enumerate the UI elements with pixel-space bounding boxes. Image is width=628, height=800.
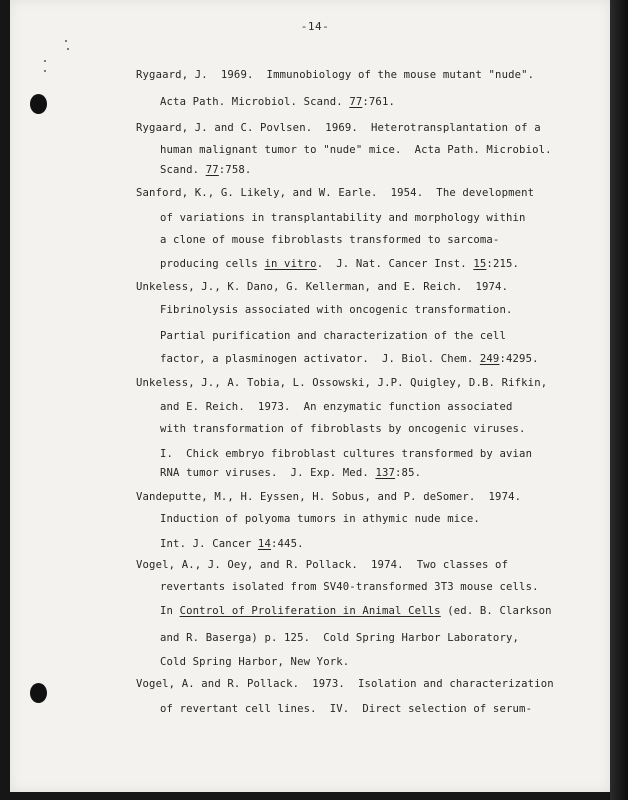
reference-text: In bbox=[160, 605, 180, 617]
reference-text: and E. Reich. 1973. An enzymatic function associated bbox=[160, 401, 513, 413]
reference-line bbox=[160, 447, 532, 461]
reference-line bbox=[160, 537, 304, 551]
reference-first-line bbox=[136, 376, 547, 390]
reference-text: :215. bbox=[486, 258, 520, 270]
scan-speck bbox=[44, 60, 46, 62]
reference-first-line bbox=[136, 186, 534, 200]
reference-line bbox=[160, 352, 539, 366]
reference-text: Rygaard, J. and C. Povlsen. 1969. Heterotransplantation of a bbox=[136, 122, 541, 134]
reference-line bbox=[160, 143, 552, 157]
reference-line bbox=[160, 257, 519, 271]
reference-text: a clone of mouse fibroblasts transformed to sarcoma- bbox=[160, 234, 500, 246]
reference-first-line bbox=[136, 677, 554, 691]
punch-hole-icon bbox=[30, 94, 47, 114]
reference-first-line bbox=[136, 68, 534, 82]
reference-text: of revertant cell lines. IV. Direct selection of serum- bbox=[160, 703, 533, 715]
scanner-edge bbox=[610, 0, 628, 800]
underlined-text: 137 bbox=[375, 467, 396, 479]
underlined-text: Control of Proliferation in Animal Cells bbox=[179, 605, 441, 617]
reference-text: Induction of polyoma tumors in athymic nude mice. bbox=[160, 513, 480, 525]
underlined-text: 14 bbox=[257, 538, 271, 550]
reference-text: :761. bbox=[362, 96, 396, 108]
reference-text: I. Chick embryo fibroblast cultures transformed by avian bbox=[160, 448, 533, 460]
reference-text: Sanford, K., G. Likely, and W. Earle. 1954. The development bbox=[136, 187, 535, 199]
reference-line bbox=[160, 702, 532, 716]
underlined-text: in vitro bbox=[264, 258, 317, 270]
reference-line bbox=[160, 211, 526, 225]
reference-line bbox=[160, 233, 499, 247]
reference-text: . J. Nat. Cancer Inst. bbox=[316, 258, 474, 270]
reference-text: Int. J. Cancer bbox=[160, 538, 258, 550]
reference-text: human malignant tumor to "nude" mice. Acta Path. Microbiol. bbox=[160, 144, 552, 156]
reference-text: producing cells bbox=[160, 258, 265, 270]
reference-line bbox=[160, 163, 251, 177]
reference-line bbox=[160, 329, 506, 343]
reference-first-line bbox=[136, 121, 541, 135]
reference-first-line bbox=[136, 490, 521, 504]
reference-line bbox=[160, 580, 539, 594]
reference-first-line bbox=[136, 558, 508, 572]
reference-line bbox=[160, 422, 526, 436]
scan-speck bbox=[44, 70, 46, 72]
reference-text: Vandeputte, M., H. Eyssen, H. Sobus, and P. deSomer. 1974. bbox=[136, 491, 522, 503]
reference-text: Partial purification and characterization of the cell bbox=[160, 330, 506, 342]
reference-text: Scand. bbox=[160, 164, 206, 176]
reference-line bbox=[160, 400, 513, 414]
reference-line bbox=[160, 512, 480, 526]
reference-text: Vogel, A., J. Oey, and R. Pollack. 1974. Two classes of bbox=[136, 559, 509, 571]
scan-speck bbox=[65, 40, 67, 42]
reference-text: Vogel, A. and R. Pollack. 1973. Isolation and characterization bbox=[136, 678, 554, 690]
reference-text: :445. bbox=[270, 538, 304, 550]
reference-text: Unkeless, J., K. Dano, G. Kellerman, and E. Reich. 1974. bbox=[136, 281, 509, 293]
reference-text: :85. bbox=[395, 467, 422, 479]
reference-text: and R. Baserga) p. 125. Cold Spring Harbor Laboratory, bbox=[160, 632, 520, 644]
reference-line bbox=[160, 303, 513, 317]
reference-line bbox=[160, 631, 519, 645]
reference-text: Rygaard, J. 1969. Immunobiology of the mouse mutant "nude". bbox=[136, 69, 535, 81]
underlined-text: 249 bbox=[479, 353, 500, 365]
reference-text: Cold Spring Harbor, New York. bbox=[160, 656, 350, 668]
reference-text: :758. bbox=[218, 164, 252, 176]
reference-text: Fibrinolysis associated with oncogenic transformation. bbox=[160, 304, 513, 316]
reference-text: (ed. B. Clarkson bbox=[440, 605, 552, 617]
reference-line bbox=[160, 95, 395, 109]
reference-text: RNA tumor viruses. J. Exp. Med. bbox=[160, 467, 376, 479]
scan-speck bbox=[67, 48, 69, 50]
reference-line bbox=[160, 466, 421, 480]
paper-sheet bbox=[10, 0, 610, 792]
reference-text: factor, a plasminogen activator. J. Biol. Chem. bbox=[160, 353, 480, 365]
reference-text: :4295. bbox=[499, 353, 539, 365]
underlined-text: 15 bbox=[473, 258, 487, 270]
reference-first-line bbox=[136, 280, 508, 294]
punch-hole-icon bbox=[30, 683, 47, 703]
reference-text: Acta Path. Microbiol. Scand. bbox=[160, 96, 350, 108]
reference-text: revertants isolated from SV40-transformed 3T3 mouse cells. bbox=[160, 581, 539, 593]
reference-text: of variations in transplantability and morphology within bbox=[160, 212, 526, 224]
reference-line bbox=[160, 604, 552, 618]
reference-line bbox=[160, 655, 349, 669]
reference-text: Unkeless, J., A. Tobia, L. Ossowski, J.P. Quigley, D.B. Rifkin, bbox=[136, 377, 548, 389]
underlined-text: 77 bbox=[205, 164, 219, 176]
underlined-text: 77 bbox=[349, 96, 363, 108]
page-number: -14- bbox=[300, 20, 330, 33]
reference-text: with transformation of fibroblasts by oncogenic viruses. bbox=[160, 423, 526, 435]
